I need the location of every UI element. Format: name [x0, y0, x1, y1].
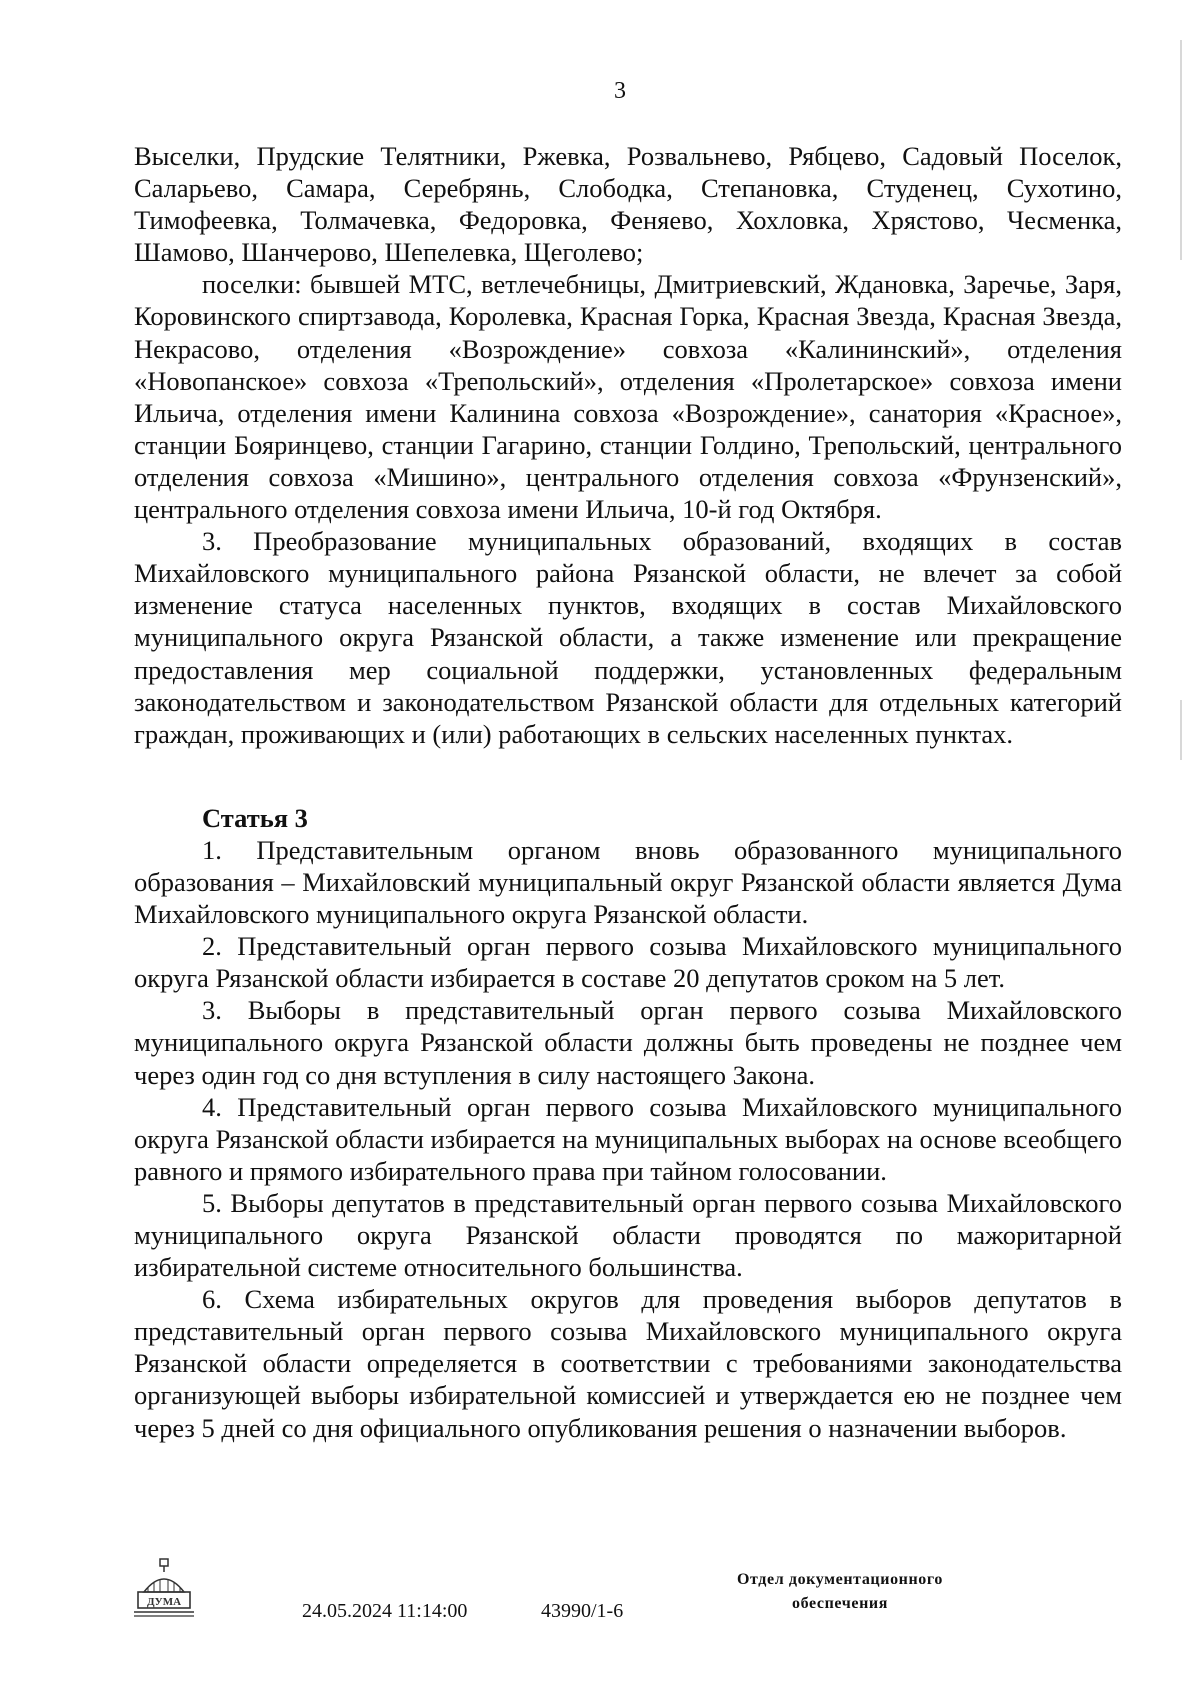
article-item: 2. Представительный орган первого созыва Михайловского муниципального округа Рязанской области избирается в составе 20 депутатов сроком на 5 лет.: [134, 931, 1122, 994]
article-item: 5. Выборы депутатов в представительный орган первого созыва Михайловского муниципального округа Рязанской области проводятся по мажоритарной избирательной системе относительного большинства.: [134, 1187, 1122, 1283]
logo-text: ДУМА: [146, 1596, 182, 1608]
scan-margin-mark: [1180, 40, 1182, 260]
footer-doc-number: 43990/1-6: [541, 1600, 624, 1622]
page-number: 3: [614, 78, 626, 104]
footer-department-stamp: [690, 1568, 990, 1616]
article-heading: Статья 3: [202, 802, 308, 833]
footer-datetime: 24.05.2024 11:14:00: [302, 1600, 468, 1622]
duma-logo-icon: [132, 1558, 196, 1620]
department-line-2: обеспечения: [792, 1595, 888, 1612]
paragraph-item-3: 3. Преобразование муниципальных образований, входящих в состав Михайловского муниципального района Рязанской области, не влечет за собой изменение статуса населенных пунктов, входящих в состав Михайловского муниципального округа Рязанской области, а также изменение или прекращение предоставления мер социальной поддержки, установленных федеральным законодательством и законодательством Рязанской области для отдельных категорий граждан, проживающих и (или) работающих в сельских населенных пунктах.: [134, 526, 1122, 749]
section-spacer: [134, 750, 1122, 802]
department-line-1: Отдел документационного: [737, 1571, 943, 1588]
paragraph-settlements-continued: Выселки, Прудские Телятники, Ржевка, Розвальнево, Рябцево, Садовый Поселок, Саларьево, Самара, Серебрянь, Слободка, Степановка, Студенец, Сухотино, Тимофеевка, Толмачевка, Федоровка, Феняево, Хохловка, Хрястово, Чесменка, Шамово, Шанчерово, Шепелевка, Щеголево;: [134, 141, 1122, 268]
article-item: 1. Представительным органом вновь образованного муниципального образования – Михайловский муниципальный округ Рязанской области является Дума Михайловского муниципального округа Рязанской области.: [134, 834, 1122, 930]
scan-margin-mark: [1180, 700, 1182, 760]
document-body: [134, 140, 1122, 1444]
article-item: 4. Представительный орган первого созыва Михайловского муниципального округа Рязанской области избирается на муниципальных выборах на основе всеобщего равного и прямого избирательного права при тайном голосовании.: [134, 1091, 1122, 1186]
paragraph-villages: поселки: бывшей МТС, ветлечебницы, Дмитриевский, Ждановка, Заречье, Заря, Коровинского спиртзавода, Королевка, Красная Горка, Красная Звезда, Красная Звезда, Некрасово, отделения «Возрождение» совхоза «Калининский», отделения «Новопанское» совхоза «Трепольский», отделения «Пролетарское» совхоза имени Ильича, отделения имени Калинина совхоза «Возрождение», санатория «Красное», станции Бояринцево, станции Гагарино, станции Голдино, Трепольский, центрального отделения совхоза «Мишино», центрального отделения совхоза «Фрунзенский», центрального отделения совхоза имени Ильича, 10-й год Октября.: [134, 269, 1122, 525]
article-item: 6. Схема избирательных округов для проведения выборов депутатов в представительный орган первого созыва Михайловского муниципального округа Рязанской области определяется в соответствии с требованиями законодательства организующей выборы избирательной комиссией и утверждается ею не позднее чем через 5 дней со дня официального опубликования решения о назначении выборов.: [134, 1284, 1122, 1443]
article-item: 3. Выборы в представительный орган первого созыва Михайловского муниципального округа Рязанской области должны быть проведены не позднее чем через один год со дня вступления в силу настоящего Закона.: [134, 995, 1122, 1090]
